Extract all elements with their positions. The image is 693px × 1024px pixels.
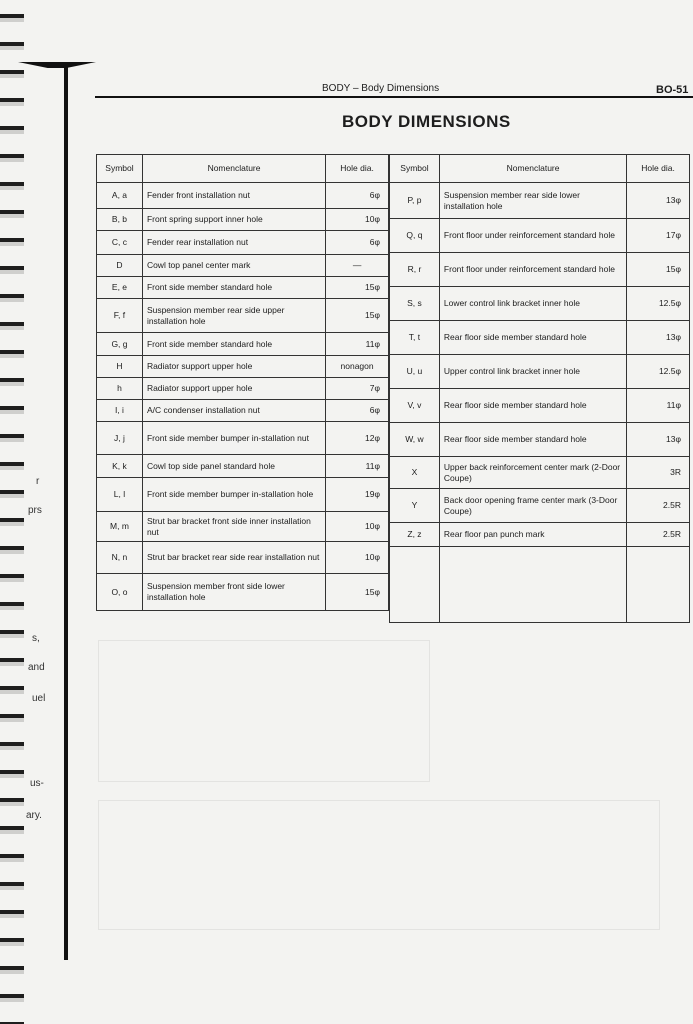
nomenclature-cell: Strut bar bracket rear side rear installation nut (142, 542, 325, 574)
symbol-cell: L, l (97, 478, 143, 512)
symbol-cell: F, f (97, 299, 143, 333)
table-row (390, 523, 690, 547)
symbol-cell: O, o (97, 574, 143, 611)
nomenclature-cell: Cowl top side panel standard hole (142, 455, 325, 478)
margin-fragment: r (36, 476, 40, 487)
hole-dia-cell: 2.5R (627, 523, 690, 547)
symbol-cell: N, n (97, 542, 143, 574)
table-row (97, 333, 389, 356)
hole-dia-cell: 13φ (627, 423, 690, 457)
table-row (390, 489, 690, 523)
symbol-cell: V, v (390, 389, 440, 423)
symbol-cell: J, j (97, 422, 143, 455)
margin-fragment: us- (30, 778, 44, 789)
hole-dia-cell: 11φ (326, 333, 389, 356)
table-row (97, 422, 389, 455)
nomenclature-cell: Suspension member rear side lower installation hole (439, 183, 626, 219)
column-header-hole-dia: Hole dia. (326, 155, 389, 183)
margin-fragment: uel (32, 693, 46, 704)
nomenclature-cell: Front side member bumper in-stallation hole (142, 478, 325, 512)
symbol-cell: B, b (97, 209, 143, 231)
symbol-cell: M, m (97, 512, 143, 542)
hole-dia-cell: 6φ (326, 183, 389, 209)
hole-dia-cell: 3R (627, 457, 690, 489)
table-row (97, 455, 389, 478)
table-row (97, 478, 389, 512)
nomenclature-cell: Radiator support upper hole (142, 356, 325, 378)
symbol-cell: P, p (390, 183, 440, 219)
column-header-symbol: Symbol (390, 155, 440, 183)
nomenclature-cell: Suspension member rear side upper installation hole (142, 299, 325, 333)
margin-bar-cap (18, 62, 96, 68)
bleed-through (98, 640, 430, 782)
spiral-binding (0, 0, 24, 1024)
table-row (390, 457, 690, 489)
nomenclature-cell: Fender rear installation nut (142, 231, 325, 255)
symbol-cell: W, w (390, 423, 440, 457)
symbol-cell: S, s (390, 287, 440, 321)
hole-dia-cell: 6φ (326, 231, 389, 255)
table-row (390, 219, 690, 253)
hole-dia-cell: 10φ (326, 512, 389, 542)
hole-dia-cell: 11φ (326, 455, 389, 478)
hole-dia-cell: 15φ (627, 253, 690, 287)
nomenclature-cell: Fender front installation nut (142, 183, 325, 209)
table-row (97, 255, 389, 277)
nomenclature-cell: Strut bar bracket front side inner installation nut (142, 512, 325, 542)
column-header-nomenclature: Nomenclature (142, 155, 325, 183)
hole-dia-cell: 15φ (326, 277, 389, 299)
column-header-symbol: Symbol (97, 155, 143, 183)
symbol-cell: D (97, 255, 143, 277)
table-row (390, 287, 690, 321)
symbol-cell: I, i (97, 400, 143, 422)
symbol-cell: Q, q (390, 219, 440, 253)
hole-dia-cell: 13φ (627, 321, 690, 355)
hole-dia-cell: 7φ (326, 378, 389, 400)
table-row (97, 542, 389, 574)
hole-dia-cell: 12.5φ (627, 355, 690, 389)
hole-dia-cell: 12.5φ (627, 287, 690, 321)
symbol-cell: T, t (390, 321, 440, 355)
table-row (390, 423, 690, 457)
section-title: BODY – Body Dimensions (322, 83, 440, 94)
hole-dia-cell: — (326, 255, 389, 277)
page-title: BODY DIMENSIONS (342, 112, 511, 131)
nomenclature-cell: Upper back reinforcement center mark (2-Door Coupe) (439, 457, 626, 489)
symbol-cell: G, g (97, 333, 143, 356)
margin-fragment: prs (28, 505, 42, 516)
hole-dia-cell: nonagon (326, 356, 389, 378)
symbol-cell: C, c (97, 231, 143, 255)
margin-fragment: ary. (26, 810, 42, 821)
symbol-cell: E, e (97, 277, 143, 299)
table-row (390, 183, 690, 219)
symbol-cell: Y (390, 489, 440, 523)
hole-dia-cell: 2.5R (627, 489, 690, 523)
symbol-cell: Z, z (390, 523, 440, 547)
table-row (97, 231, 389, 255)
nomenclature-cell: Suspension member front side lower installation hole (142, 574, 325, 611)
table-row (97, 299, 389, 333)
symbol-cell: h (97, 378, 143, 400)
hole-dia-cell: 10φ (326, 209, 389, 231)
symbol-cell: X (390, 457, 440, 489)
nomenclature-cell: A/C condenser installation nut (142, 400, 325, 422)
table-row (390, 321, 690, 355)
column-header-hole-dia: Hole dia. (627, 155, 690, 183)
table-row (97, 183, 389, 209)
column-header-nomenclature: Nomenclature (439, 155, 626, 183)
hole-dia-cell: 13φ (627, 183, 690, 219)
hole-dia-cell: 11φ (627, 389, 690, 423)
table-row (390, 355, 690, 389)
nomenclature-cell: Upper control link bracket inner hole (439, 355, 626, 389)
nomenclature-cell: Rear floor pan punch mark (439, 523, 626, 547)
nomenclature-cell: Front spring support inner hole (142, 209, 325, 231)
table-row (390, 389, 690, 423)
table-row (97, 378, 389, 400)
hole-dia-cell: 10φ (326, 542, 389, 574)
symbol-cell: R, r (390, 253, 440, 287)
dimensions-table-right (389, 154, 690, 623)
hole-dia-cell: 17φ (627, 219, 690, 253)
table-row (97, 512, 389, 542)
hole-dia-cell: 12φ (326, 422, 389, 455)
empty-cell (627, 547, 690, 623)
nomenclature-cell: Front side member standard hole (142, 333, 325, 356)
nomenclature-cell: Front floor under reinforcement standard hole (439, 253, 626, 287)
margin-bar (64, 66, 68, 960)
hole-dia-cell: 15φ (326, 574, 389, 611)
hole-dia-cell: 15φ (326, 299, 389, 333)
table-row (97, 209, 389, 231)
empty-row (390, 547, 690, 623)
hole-dia-cell: 6φ (326, 400, 389, 422)
nomenclature-cell: Front side member standard hole (142, 277, 325, 299)
symbol-cell: A, a (97, 183, 143, 209)
nomenclature-cell: Radiator support upper hole (142, 378, 325, 400)
dimensions-table-left (96, 154, 389, 611)
nomenclature-cell: Front side member bumper in-stallation nut (142, 422, 325, 455)
nomenclature-cell: Front floor under reinforcement standard hole (439, 219, 626, 253)
symbol-cell: U, u (390, 355, 440, 389)
nomenclature-cell: Cowl top panel center mark (142, 255, 325, 277)
header-rule (95, 96, 693, 98)
bleed-through (98, 800, 660, 930)
page-number: BO-51 (656, 84, 689, 96)
table-row (97, 400, 389, 422)
nomenclature-cell: Rear floor side member standard hole (439, 423, 626, 457)
nomenclature-cell: Rear floor side member standard hole (439, 389, 626, 423)
symbol-cell: K, k (97, 455, 143, 478)
empty-cell (390, 547, 440, 623)
hole-dia-cell: 19φ (326, 478, 389, 512)
margin-fragment: s, (32, 633, 40, 644)
table-row (97, 574, 389, 611)
margin-fragment: and (28, 662, 45, 673)
nomenclature-cell: Back door opening frame center mark (3-Door Coupe) (439, 489, 626, 523)
empty-cell (439, 547, 626, 623)
table-row (97, 356, 389, 378)
nomenclature-cell: Rear floor side member standard hole (439, 321, 626, 355)
nomenclature-cell: Lower control link bracket inner hole (439, 287, 626, 321)
symbol-cell: H (97, 356, 143, 378)
table-row (390, 253, 690, 287)
table-row (97, 277, 389, 299)
